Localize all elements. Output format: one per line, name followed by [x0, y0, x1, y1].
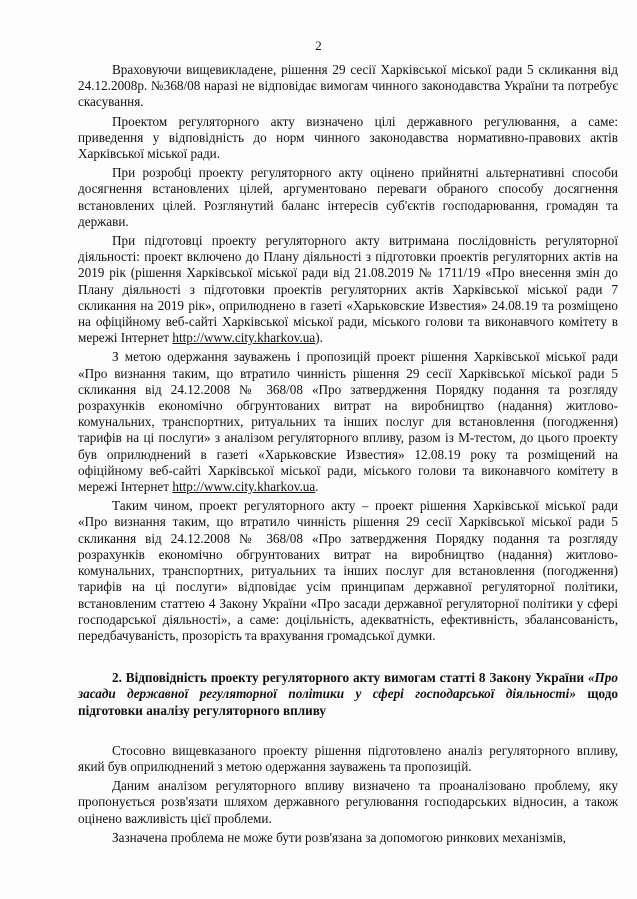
paragraph: При розробці проекту регуляторного акту оцінено прийнятні альтернативні способи досягнення встановлених цілей, аргументовано переваги обраного способу досягнення встановлених цілей. Розглянутий баланс інтересів суб'єктів господарювання, громадян та держави.: [78, 165, 618, 229]
website-link[interactable]: http://www.city.kharkov.ua: [172, 330, 316, 346]
paragraph-text: При підготовці проекту регуляторного акту витримана послідовність регуляторної діяльності: проект включено до Плану діяльності з підготовки проектів регуляторних актів на 2019 рік (рішення Харківської міської ради від 21.08.2019 № 1711/19 «Про внесення змін до Плану діяльності з підготовки проектів регуляторних актів Харківської міської ради 7 скликання на 2019 рік», оприлюднено в газеті «Харьковские Известия» 24.08.19 та розміщено на офіційному веб-сайті Харківської міської ради, міського голови та виконавчого комітету в мережі Інтернет: [78, 233, 618, 346]
paragraph-text: З метою одержання зауважень і пропозицій проект рішення Харківської міської ради «Про визнання таким, що втратило чинність рішення 29 сесії Харківської міської ради 5 скликання від 24.12.2008 № 368/08 «Про затвердження Порядку подання та розгляду розрахунків економічно обгрунтованих витрат на виробництво (надання) житлово-комунальних, транспортних, ритуальних та інших послуг для встановлення (погодження) тарифів на ці послуги» з аналізом регуляторного впливу, разом із М-тестом, до цього проекту був оприлюднений в газеті «Харьковские Известия» 12.08.19 року та розміщений на офіційному веб-сайті Харківської міської ради, міського голови та виконавчого комітету в мережі Інтернет: [78, 349, 618, 495]
paragraph: Стосовно вищевказаного проекту рішення підготовлено аналіз регуляторного впливу, який був оприлюднений з метою одержання зауважень та пропозицій.: [78, 742, 618, 774]
page-number: 2: [315, 38, 322, 53]
section-heading-part: 2. Відповідність проекту регуляторного акту вимогам статті 8 Закону України: [112, 670, 588, 686]
section-heading-part: щодо підготовки аналізу регуляторного впливу: [78, 686, 618, 718]
paragraph: Проектом регуляторного акту визначено цілі державного регулювання, а саме: приведення у відповідність до норм чинного законодавства нормативно-правових актів Харківської міської ради.: [78, 113, 618, 162]
website-link[interactable]: http://www.city.kharkov.ua: [172, 479, 316, 495]
paragraph: [78, 349, 618, 495]
document-body: [78, 62, 618, 849]
paragraph: Враховуючи вищевикладене, рішення 29 сесії Харківської міської ради 5 скликання від 24.12.2008р. №368/08 наразі не відповідає вимогам чинного законодавства України та потребує скасування.: [78, 62, 618, 110]
paragraph: Таким чином, проект регуляторного акту – проект рішення Харківської міської ради «Про визнання таким, що втратило чинність рішення 29 сесії Харківської міської ради 5 скликання від 24.12.2008 № 368/08 «Про затвердження Порядку подання та розгляду розрахунків економічно обгрунтованих витрат на виробництво (надання) житлово-комунальних, транспортних, ритуальних та інших послуг для встановлення (погодження) тарифів на ці послуги» відповідає усім принципам державної регуляторної політики, встановленим статтею 4 Закону України «Про засади державної регуляторної політики у сфері господарської діяльності», а саме: доцільність, адекватність, ефективність, збалансованість, передбачуваність, прозорість та врахування громадської думки.: [78, 498, 618, 643]
paragraph: Даним аналізом регуляторного впливу визначено та проаналізовано проблему, яку пропонується розв'язати шляхом державного регулювання господарських відносин, а також оцінено важливість цієї проблеми.: [78, 778, 618, 826]
section-heading-law-title: «Про засади державної регуляторної політики у сфері господарської діяльності»: [78, 670, 618, 702]
paragraph-tail: ).: [315, 330, 323, 346]
section-heading: [78, 670, 618, 719]
paragraph-tail: .: [315, 479, 319, 495]
paragraph: [78, 233, 618, 346]
paragraph: Зазначена проблема не може бути розв'язана за допомогою ринкових механізмів,: [112, 829, 566, 845]
